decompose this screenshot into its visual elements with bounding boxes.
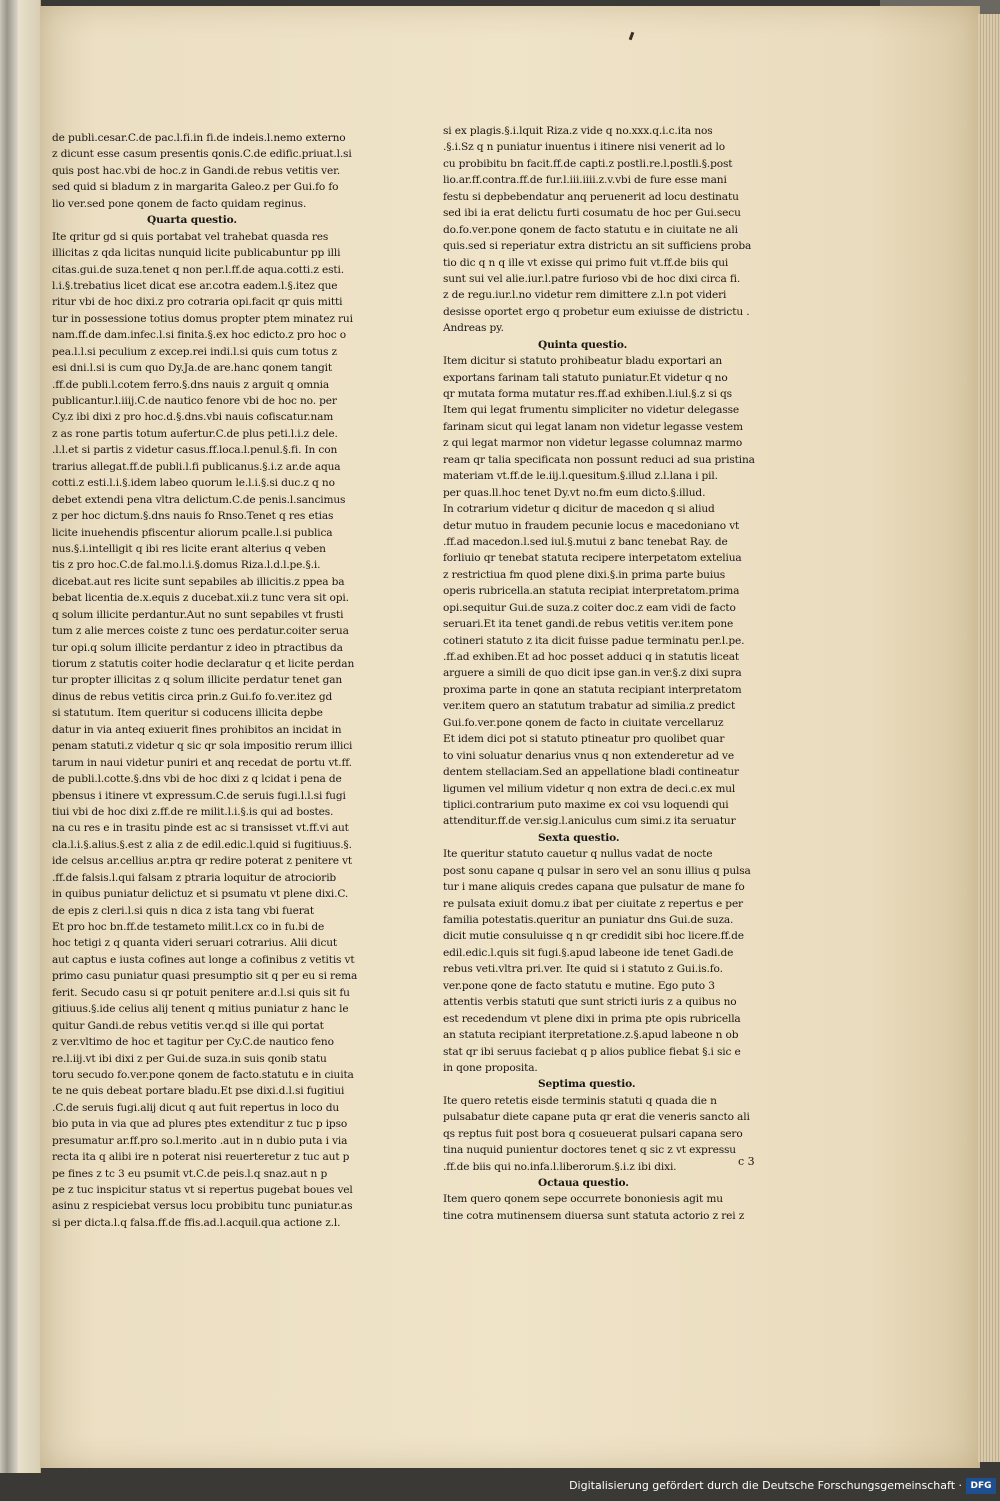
text-line: .C.de seruis fugi.alij dicut q aut fuit repertus in loco du xyxy=(52,1101,340,1114)
section-heading: Quinta questio. xyxy=(538,338,628,351)
signature-mark: c 3 xyxy=(738,1155,755,1168)
text-line: tiorum z statutis coiter hodie declaratur q et licite perdan xyxy=(52,658,355,670)
text-line: recta ita q alibi ire n poterat nisi reuerteretur z tuc aut p xyxy=(52,1151,350,1164)
text-line: tina nuquid punientur doctores tenet q sic z vt expressu xyxy=(443,1144,736,1157)
text-line: penam statuti.z videtur q sic qr sola impositio rerum illici xyxy=(52,740,353,753)
text-line: re pulsata exiuit domu.z ibat per ciuitate z repertus e per xyxy=(443,897,743,910)
text-line: lio.ar.ff.contra.ff.de fur.l.iii.iiii.z.v.vbi de fure esse mani xyxy=(443,174,727,187)
text-line: aut captus e iusta cofines aut longe a cofinibus z vetitis vt xyxy=(52,953,355,966)
text-line: q solum illicite perdantur.Aut no sunt sepabiles vt frusti xyxy=(52,608,344,621)
left-text-column xyxy=(52,130,400,1231)
text-line: z as rone partis totum aufertur.C.de plus peti.l.i.z dele. xyxy=(52,427,338,440)
text-line: si ex plagis.§.i.lquit Riza.z vide q no.xxx.q.i.c.ita nos xyxy=(443,125,713,137)
text-line: In cotrarium videtur q dicitur de macedon q si aliud xyxy=(443,503,715,516)
text-line: operis rubricella.an statuta recipiat interpretatom.prima xyxy=(443,585,740,598)
text-line: z dicunt esse casum presentis qonis.C.de edific.priuat.l.si xyxy=(52,148,352,161)
text-line: ver.item quero an statutum trabatur ad similia.z predict xyxy=(443,700,736,713)
page-edges xyxy=(978,14,1000,1462)
text-line: Ite quero retetis eisde terminis statuti q quada die n xyxy=(443,1094,717,1107)
section-heading: Septima questio. xyxy=(538,1078,636,1091)
text-line: Item dicitur si statuto prohibeatur bladu exportari an xyxy=(443,355,723,368)
right-text-column xyxy=(443,123,805,1224)
text-line: exportans farinam tali statuto puniatur.Et videtur q no xyxy=(443,371,728,384)
dfg-logo: DFG xyxy=(966,1478,996,1494)
text-line: quis post hac.vbi de hoc.z in Gandi.de rebus vetitis ver. xyxy=(52,164,341,177)
text-line: Ite queritur statuto cauetur q nullus vadat de nocte xyxy=(443,848,713,861)
text-line: tur in possessione totius domus propter ptem minatez rui xyxy=(52,312,353,325)
text-line: asinu z respiciebat versus locu probibitu tunc puniatur.as xyxy=(52,1200,353,1213)
text-line: pulsabatur diete capane puta qr erat die veneris sancto ali xyxy=(443,1111,750,1124)
text-line: bebat licentia de.x.equis z ducebat.xii.z tunc vera sit opi. xyxy=(52,592,349,605)
text-line: cu probibitu bn facit.ff.de capti.z postli.re.l.postli.§.post xyxy=(443,157,733,170)
text-line: z ver.vltimo de hoc et tagitur per Cy.C.de nautico feno xyxy=(52,1036,334,1049)
text-line: ligumen vel milium videtur q non extra de deci.c.ex mul xyxy=(443,782,736,795)
text-line: opi.sequitur Gui.de suza.z coiter doc.z eam vidi de facto xyxy=(443,601,736,614)
text-line: z qui legat marmor non videtur legasse columnaz marmo xyxy=(443,437,743,450)
text-line: .ff.ad exhiben.Et ad hoc posset adduci q in statutis liceat xyxy=(443,651,739,663)
text-line: pea.l.l.si peculium z excep.rei indi.l.si quis cum totus z xyxy=(52,345,337,358)
text-line: .§.i.Sz q n puniatur inuentus i itinere nisi venerit ad lo xyxy=(443,141,725,154)
text-line: ver.pone qone de facto statutu e mutine. Ego puto 3 xyxy=(443,979,715,992)
text-line: te ne quis debeat portare bladu.Et pse dixi.d.l.si fugitiui xyxy=(52,1085,345,1098)
text-line: si per dicta.l.q falsa.ff.de ffis.ad.l.acquil.qua actione z.l. xyxy=(52,1216,341,1229)
text-line: de epis z cleri.l.si quis n dica z ista tang vbi fuerat xyxy=(52,904,314,917)
text-line: dicit mutie consuluisse q n qr credidit sibi hoc licere.ff.de xyxy=(443,930,744,943)
text-line: tine cotra mutinensem diuersa sunt statuta actorio z rei z xyxy=(443,1209,745,1222)
text-line: familia potestatis.queritur an puniatur dns Gui.de suza. xyxy=(443,914,734,926)
text-line: tiui vbi de hoc dixi z.ff.de re milit.l.i.§.is qui ad bostes. xyxy=(52,805,334,818)
text-line: Ite qritur gd si quis portabat vel trahebat quasda res xyxy=(52,230,329,243)
text-line: .ff.de biis qui no.infa.l.liberorum.§.i.z ibi dixi. xyxy=(443,1160,677,1173)
text-line: hoc tetigi z q quanta videri seruari cotrarius. Alii dicut xyxy=(52,937,338,950)
text-line: datur in via anteq exiuerit fines prohibitos an incidat in xyxy=(52,723,342,736)
text-line: na cu res e in trasitu pinde est ac si transisset vt.ff.vi aut xyxy=(52,822,349,835)
text-line: .l.l.et si partis z videtur casus.ff.loca.l.penul.§.fi. In con xyxy=(52,444,338,457)
text-line: attenditur.ff.de ver.sig.l.aniculus cum simi.z ita seruatur xyxy=(443,815,736,828)
text-line: Et idem dici pot si statuto ptineatur pro quolibet quar xyxy=(443,733,725,746)
text-line: l.i.§.trebatius licet dicat ese ar.cotra eadem.l.§.itez que xyxy=(52,279,338,292)
text-line: forliuio qr tenebat statuta recipere interpetatom exteliua xyxy=(443,552,742,565)
text-line: ritur vbi de hoc dixi.z pro cotraria opi.facit qr quis mitti xyxy=(52,296,343,309)
text-line: cotineri statuto z ita dicit fuisse padue terminatu per.l.pe. xyxy=(443,634,745,647)
text-line: Item quero qonem sepe occurrete bononiesis agit mu xyxy=(443,1193,723,1206)
text-line: .ff.ad macedon.l.sed iul.§.mutui z banc tenebat Ray. de xyxy=(443,535,728,548)
text-line: pe fines z tc 3 eu psumit vt.C.de peis.l.q snaz.aut n p xyxy=(52,1167,328,1180)
text-line: quis.sed si reperiatur extra districtu an sit sufficiens proba xyxy=(443,240,752,253)
text-line: Item qui legat frumentu simpliciter no videtur delegasse xyxy=(443,404,740,417)
text-line: in qone proposita. xyxy=(443,1061,538,1074)
text-line: an statuta recipiant iterpretatione.z.§.apud labeone n ob xyxy=(443,1029,739,1042)
text-line: to vini soluatur denarius vnus q non extenderetur ad ve xyxy=(443,749,735,762)
text-line: nam.ff.de dam.infec.l.si finita.§.ex hoc edicto.z pro hoc o xyxy=(52,329,346,342)
text-line: si statutum. Item queritur si coducens illicita depbe xyxy=(52,707,323,720)
section-heading: Sexta questio. xyxy=(538,831,620,844)
text-line: arguere a simili de quo dicit ipse gan.in ver.§.z dixi supra xyxy=(443,667,742,680)
text-line: sed ibi ia erat delictu furti cosumatu de hoc per Gui.secu xyxy=(443,207,741,220)
text-line: presumatur ar.ff.pro so.l.merito .aut in n dubio puta i via xyxy=(52,1134,348,1147)
text-line: tum z alie merces coiste z tunc oes perdatur.coiter serua xyxy=(52,625,349,638)
text-line: Cy.z ibi dixi z pro hoc.d.§.dns.vbi nauis cofiscatur.nam xyxy=(52,411,334,424)
text-line: Gui.fo.ver.pone qonem de facto in ciuitate vercellaruz xyxy=(443,716,724,729)
text-line: pbensus i itinere vt expressum.C.de seruis fugi.l.l.si fugi xyxy=(52,789,346,802)
text-line: sunt sui vel alie.iur.l.patre furioso vbi de hoc dixi circa fi. xyxy=(443,272,741,285)
text-line: primo casu puniatur quasi presumptio sit q per eu si rema xyxy=(52,970,358,983)
text-line: bio puta in via que ad plures ptes extenditur z tuc p ipso xyxy=(52,1118,348,1131)
text-line: qs reptus fuit post bora q cosueuerat pulsari capana sero xyxy=(443,1127,743,1140)
text-line: farinam sicut qui legat lanam non videtur legasse vestem xyxy=(443,420,743,433)
text-line: tur opi.q solum illicite perdantur z ideo in ptractibus da xyxy=(52,641,343,654)
text-line: qr mutata forma mutatur res.ff.ad exhiben.l.iul.§.z si qs xyxy=(443,388,732,400)
book-binding xyxy=(0,0,18,1501)
text-line: ferit. Secudo casu si qr potuit penitere ar.d.l.si quis sit fu xyxy=(52,986,350,999)
text-line: post sonu capane q pulsar in sero vel an sonu illius q pulsa xyxy=(443,864,751,877)
text-line: do.fo.ver.pone qonem de facto statutu e in ciuitate ne ali xyxy=(443,223,738,236)
text-line: ream qr talia specificata non possunt reduci ad sua pristina xyxy=(443,453,755,466)
text-line: licite inuehendis pfiscentur aliorum pcalle.l.si publica xyxy=(52,526,333,539)
text-line: tiplici.contrarium puto maxime ex coi vsu loquendi qui xyxy=(443,798,729,811)
text-line: lio ver.sed pone qonem de facto quidam reginus. xyxy=(52,197,307,210)
text-line: quitur Gandi.de rebus vetitis ver.qd si ille qui portat xyxy=(52,1019,324,1032)
text-line: re.l.iij.vt ibi dixi z per Gui.de suza.in suis qonib statu xyxy=(52,1052,327,1065)
text-line: proxima parte in qone an statuta recipiant interpretatom xyxy=(443,683,742,696)
text-line: trarius allegat.ff.de publi.l.fi publicanus.§.i.z ar.de aqua xyxy=(52,460,341,473)
text-line: stat qr ibi seruus faciebat q p alios publice fiebat §.i sic e xyxy=(443,1045,741,1058)
text-line: tarum in naui videtur puniri et anq recedat de portu vt.ff. xyxy=(52,756,352,769)
text-line: gitiuus.§.ide celius alij tenent q mitius puniatur z hanc le xyxy=(52,1003,349,1016)
previous-page-edge xyxy=(18,0,41,1501)
footer-bar xyxy=(0,1473,1000,1501)
text-line: z de regu.iur.l.no videtur rem dimittere z.l.n pot videri xyxy=(443,289,727,302)
text-line: dentem stellaciam.Sed an appellatione bladi contineatur xyxy=(443,766,739,779)
text-line: de publi.cesar.C.de pac.l.fi.in fi.de indeis.l.nemo externo xyxy=(52,132,346,144)
text-line: z per hoc dictum.§.dns nauis fo Rnso.Tenet q res etias xyxy=(52,510,334,523)
section-heading: Quarta questio. xyxy=(147,214,237,227)
text-line: debet extendi pena vltra delictum.C.de penis.l.sancimus xyxy=(52,493,346,506)
text-line: ide celsus ar.cellius ar.ptra qr redire poterat z penitere vt xyxy=(52,855,353,868)
text-line: z restrictiua fm quod plene dixi.§.in prima parte buius xyxy=(443,568,726,581)
text-line: attentis verbis statuti que sunt stricti iuris z a quibus no xyxy=(443,996,737,1009)
text-line: sed quid si bladum z in margarita Galeo.z per Gui.fo fo xyxy=(52,181,339,194)
text-line: .ff.de publi.l.cotem ferro.§.dns nauis z arguit q omnia xyxy=(52,378,330,391)
funding-notice: Digitalisierung gefördert durch die Deutsche Forschungsgemeinschaft · xyxy=(569,1479,962,1492)
text-line: citas.gui.de suza.tenet q non per.l.ff.de aqua.cotti.z esti. xyxy=(52,263,344,276)
text-line: tis z pro hoc.C.de fal.mo.l.i.§.domus Riza.l.d.l.pe.§.i. xyxy=(52,559,321,572)
text-line: Et pro hoc bn.ff.de testameto milit.l.cx co in fu.bi de xyxy=(52,921,325,933)
text-line: cotti.z esti.l.i.§.idem labeo quorum le.l.i.§.si duc.z q no xyxy=(52,477,335,490)
text-line: dicebat.aut res licite sunt sepabiles ab illicitis.z ppea ba xyxy=(52,575,345,588)
text-line: festu si depbebendatur anq peruenerit ad locu destinatu xyxy=(443,190,739,203)
text-line: per quas.ll.hoc tenet Dy.vt no.fm eum dicto.§.illud. xyxy=(443,486,706,499)
text-line: desisse oportet ergo q probetur eum exiuisse de districtu . xyxy=(443,305,750,318)
text-line: cla.l.i.§.alius.§.est z alia z de edil.edic.l.quid si fugitiuus.§. xyxy=(52,838,352,851)
text-line: detur mutuo in fraudem pecunie locus e macedoniano vt xyxy=(443,519,740,532)
text-line: illicitas z qda licitas nunquid licite publicabuntur pp illi xyxy=(52,247,341,260)
text-line: nus.§.i.intelligit q ibi res licite erant alterius q veben xyxy=(52,542,326,555)
text-line: toru secudo fo.ver.pone qonem de facto.statutu e in ciuita xyxy=(52,1068,354,1081)
text-line: rebus veti.vltra pri.ver. Ite quid si i statuto z Gui.is.fo. xyxy=(443,963,723,976)
text-line: tur i mane aliquis credes capana que pulsatur de mane fo xyxy=(443,881,745,894)
text-line: tur propter illicitas z q solum illicite perdatur tenet gan xyxy=(52,674,343,687)
text-line: pe z tuc inspicitur status vt si repertus pugebat boues vel xyxy=(52,1184,353,1196)
text-line: de publi.l.cotte.§.dns vbi de hoc dixi z q lcidat i pena de xyxy=(52,773,342,786)
text-line: est recedendum vt plene dixi in prima pte opis rubricella xyxy=(443,1012,741,1025)
text-line: dinus de rebus vetitis circa prin.z Gui.fo fo.ver.itez gd xyxy=(52,690,333,703)
text-line: seruari.Et ita tenet gandi.de rebus vetitis ver.item pone xyxy=(443,618,734,631)
text-line: edil.edic.l.quis sit fugi.§.apud labeone ide tenet Gadi.de xyxy=(443,946,734,959)
text-line: Andreas py. xyxy=(443,322,504,335)
text-line: .ff.de falsis.l.qui falsam z ptraria loquitur de atrociorib xyxy=(52,871,337,884)
text-line: publicantur.l.iiij.C.de nautico fenore vbi de hoc no. per xyxy=(52,395,337,407)
section-heading: Octaua questio. xyxy=(538,1177,629,1189)
text-line: tio dic q n q ille vt exisse qui primo fuit vt.ff.de biis qui xyxy=(443,256,729,269)
text-line: esi dni.l.si is cum quo Dy.Ja.de are.hanc qonem tangit xyxy=(52,362,332,375)
text-line: materiam vt.ff.de le.iij.l.quesitum.§.illud z.l.lana i pil. xyxy=(443,470,718,483)
text-line: in quibus puniatur delictuz et si psumatu vt plene dixi.C. xyxy=(52,888,349,901)
